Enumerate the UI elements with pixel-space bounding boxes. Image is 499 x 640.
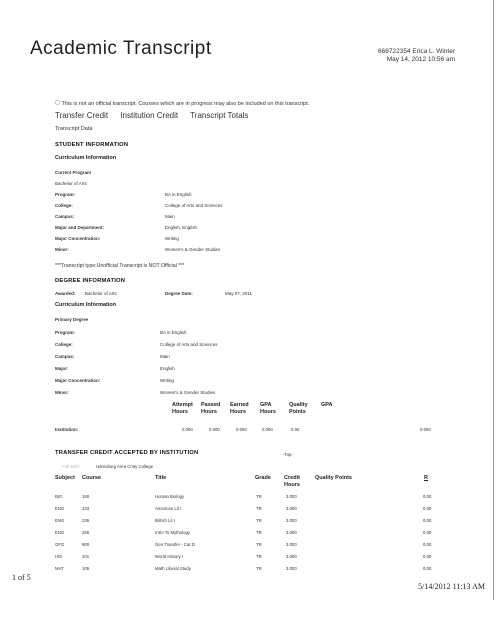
- row7-title: Math Liberal Study: [155, 566, 191, 571]
- institution-gpa: 0.000: [420, 427, 431, 432]
- degree-info-heading: DEGREE INFORMATION: [55, 278, 126, 284]
- row6-credit: 3.000: [286, 554, 297, 559]
- awarded-value: Bachelor of Arts: [85, 291, 117, 296]
- degree-minor-value: Women's & Gender Studies: [160, 390, 216, 395]
- degree-college-value: College of Arts and Sciences: [160, 342, 218, 347]
- campus-label: Campus:: [55, 214, 75, 219]
- page-title: Academic Transcript: [30, 38, 212, 59]
- col-title: Title: [155, 475, 167, 481]
- transfer-credit-heading: TRANSFER CREDIT ACCEPTED BY INSTITUTION: [55, 450, 199, 456]
- degree-campus-value: Main: [160, 354, 170, 359]
- col-credit-hours: Credit Hours: [284, 475, 300, 488]
- degree-college-label: College:: [55, 342, 73, 347]
- degree-program-label: Program:: [55, 330, 76, 335]
- awarded-label: Awarded:: [55, 291, 76, 296]
- minor-label: Minor:: [55, 247, 69, 252]
- row1-course: 150: [82, 494, 90, 499]
- college-value: College of Arts and Sciences: [165, 203, 223, 208]
- institution-attempt-hours: 0.000: [182, 427, 193, 432]
- row4-grade: TR: [256, 530, 262, 535]
- student-id-name: 668722354 Erica L. Winter: [378, 48, 455, 55]
- row3-course: 236: [82, 518, 90, 523]
- tab-institution-credit[interactable]: Institution Credit: [120, 111, 179, 120]
- minor-value: Women's & Gender Studies: [165, 247, 221, 252]
- col-passed-hours: Passed Hours: [201, 402, 221, 415]
- row2-subject: ENG: [55, 506, 65, 511]
- row7-subject: MAT: [55, 566, 64, 571]
- info-icon: [55, 100, 60, 105]
- primary-degree-label: Primary Degree: [55, 317, 89, 322]
- institution-passed-hours: 0.000: [209, 427, 220, 432]
- row1-credit: 3.000: [286, 494, 297, 499]
- program-value: BA in English: [165, 192, 192, 197]
- degree-program-value: BA in English: [160, 330, 187, 335]
- transfer-school: Harrisburg Area Cmty College: [96, 464, 154, 469]
- institution-label: Institution:: [55, 427, 79, 432]
- row6-grade: TR: [256, 554, 262, 559]
- row4-course: 256: [82, 530, 90, 535]
- degree-concentration-label: Major Concentration:: [55, 378, 101, 383]
- row6-quality-points: 0.00: [423, 554, 432, 559]
- degree-concentration-value: Writing: [160, 378, 174, 383]
- page-edge-line: [493, 0, 494, 600]
- col-course: Course: [82, 475, 101, 481]
- row1-title: Human Biology: [155, 494, 185, 499]
- row5-title: Gen Transfer - Cat D: [155, 542, 195, 547]
- row2-quality-points: 0.00: [423, 506, 432, 511]
- degree-major-label: Major:: [55, 366, 69, 371]
- row2-credit: 3.000: [286, 506, 297, 511]
- row3-title: British Lit I: [155, 518, 176, 523]
- row6-subject: HIS: [55, 554, 63, 559]
- row7-quality-points: 0.00: [423, 566, 432, 571]
- col-quality-points-transfer: Quality Points: [315, 475, 352, 481]
- degree-minor-label: Minor:: [55, 390, 69, 395]
- row4-title: Intro To Mythology: [155, 530, 191, 535]
- degree-date-label: Degree Date:: [165, 291, 193, 296]
- tab-transfer-credit[interactable]: Transfer Credit: [55, 111, 109, 120]
- row5-grade: TR: [256, 542, 262, 547]
- row5-subject: GFO: [55, 542, 65, 547]
- print-timestamp: 5/14/2012 11:13 AM: [418, 582, 485, 591]
- institution-quality-points: 0.00: [291, 427, 300, 432]
- row7-grade: TR: [256, 566, 262, 571]
- row3-credit: 3.000: [286, 518, 297, 523]
- row5-course: 900: [82, 542, 90, 547]
- major-department-label: Major and Department:: [55, 225, 105, 230]
- col-grade: Grade: [255, 475, 271, 481]
- degree-curriculum-heading: Curriculum Information: [55, 302, 117, 308]
- student-identity: [378, 48, 455, 64]
- row2-grade: TR: [256, 506, 262, 511]
- curriculum-heading: Curriculum Information: [55, 155, 117, 161]
- current-program-value: Bachelor of Arts: [55, 181, 87, 186]
- col-quality-points: Quality Points: [289, 402, 308, 415]
- degree-major-value: English: [160, 366, 175, 371]
- row6-title: World History I: [155, 554, 184, 559]
- degree-campus-label: Campus:: [55, 354, 75, 359]
- col-subject: Subject: [55, 475, 75, 481]
- top-link[interactable]: -Top-: [283, 452, 293, 457]
- institution-earned-hours: 0.000: [236, 427, 247, 432]
- unofficial-notice: [55, 100, 309, 107]
- row2-course: 233: [82, 506, 90, 511]
- row3-quality-points: 0.00: [423, 518, 432, 523]
- col-r: R: [424, 475, 428, 481]
- current-program-label: Current Program: [55, 170, 92, 175]
- row2-title: American Lit I: [155, 506, 182, 511]
- row1-subject: BIO: [55, 494, 63, 499]
- notice-text: This is not an official transcript. Courses which are in progress may also be included on this transcript.: [61, 101, 310, 107]
- college-label: College:: [55, 203, 73, 208]
- row3-subject: ENG: [55, 518, 65, 523]
- transcript-data-link[interactable]: Transcript Data: [55, 126, 93, 132]
- degree-date-value: May 07, 2011: [225, 291, 252, 296]
- col-gpa: GPA: [321, 402, 333, 408]
- student-info-heading: STUDENT INFORMATION: [55, 142, 129, 148]
- col-earned-hours: Earned Hours: [230, 402, 249, 415]
- major-department-value: English, English: [165, 225, 198, 230]
- row5-quality-points: 0.00: [423, 542, 432, 547]
- major-concentration-value: Writing: [165, 236, 179, 241]
- row5-credit: 3.000: [286, 542, 297, 547]
- tab-transcript-totals[interactable]: Transcript Totals: [190, 111, 249, 120]
- transcript-type-note: ***Transcript type:Unofficial Transcript is NOT Official ***: [55, 263, 185, 269]
- campus-value: Main: [165, 214, 175, 219]
- row6-course: 101: [82, 554, 90, 559]
- report-timestamp: May 14, 2012 10:56 am: [386, 56, 455, 63]
- row1-quality-points: 0.00: [423, 494, 432, 499]
- row4-subject: ENG: [55, 530, 65, 535]
- row1-grade: TR: [256, 494, 262, 499]
- col-attempt-hours: Attempt Hours: [172, 402, 193, 415]
- row7-course: 105: [82, 566, 90, 571]
- section-tabs: [55, 111, 258, 120]
- row7-credit: 3.000: [286, 566, 297, 571]
- col-gpa-hours: GPA Hours: [260, 402, 276, 415]
- major-concentration-label: Major Concentration:: [55, 236, 101, 241]
- institution-gpa-hours: 0.000: [262, 427, 273, 432]
- row3-grade: TR: [256, 518, 262, 523]
- page-number: 1 of 5: [12, 573, 31, 582]
- row4-credit: 3.000: [286, 530, 297, 535]
- row4-quality-points: 0.00: [423, 530, 432, 535]
- transfer-term: Fall 2007: [62, 464, 80, 469]
- program-label: Program:: [55, 192, 76, 197]
